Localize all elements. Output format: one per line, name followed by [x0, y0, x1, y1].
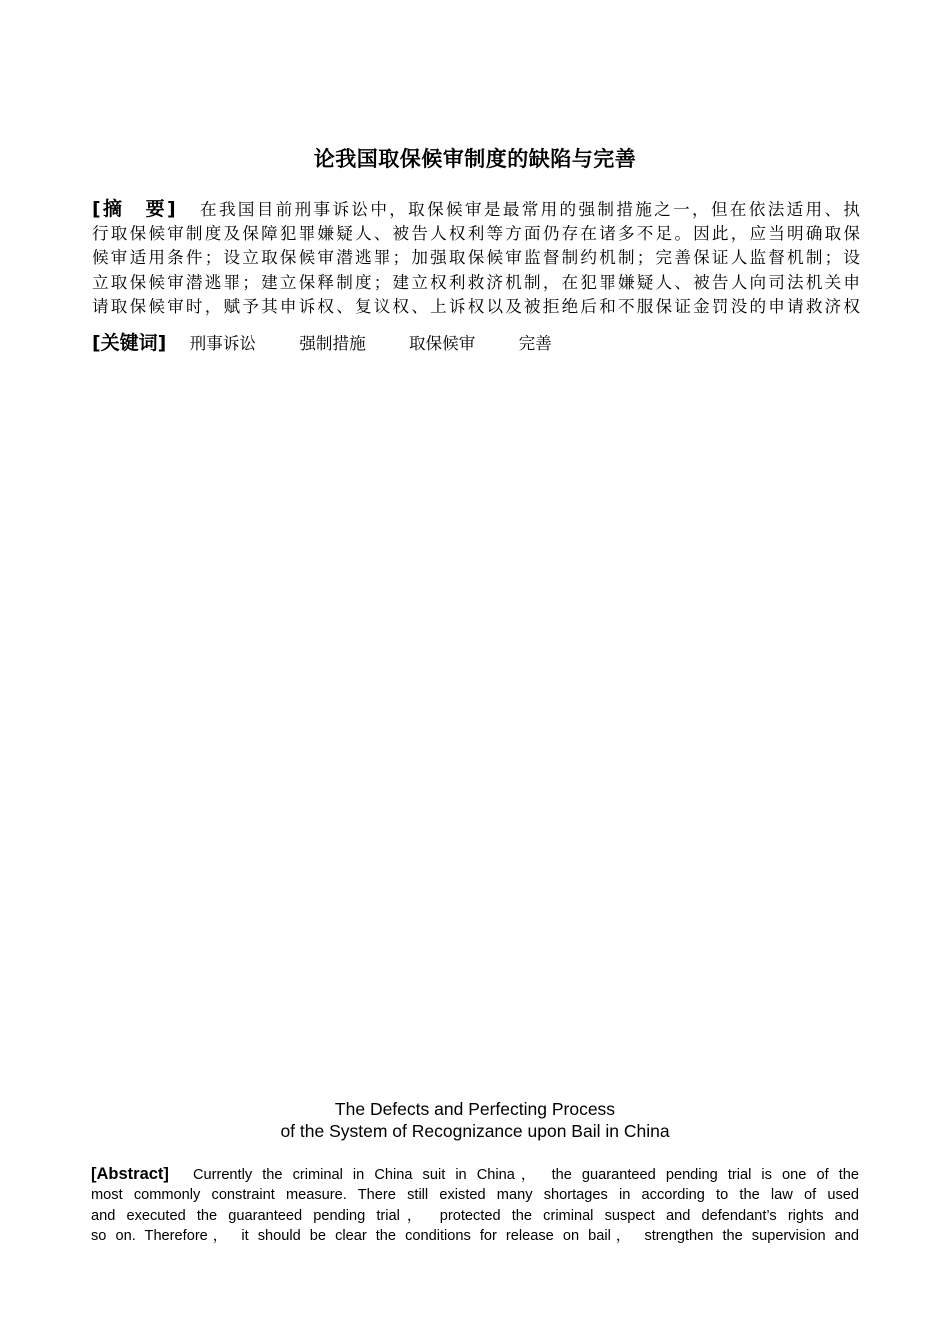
keyword: 完善	[518, 334, 552, 353]
abstract-label: [摘 要]	[92, 198, 176, 220]
abstract-line: 行取保候审制度及保障犯罪嫌疑人、被告人权利等方面仍存在诸多不足。因此，应当明确取保	[92, 224, 860, 244]
abstract-line	[91, 1164, 859, 1185]
abstract-line: 请取保候审时，赋予其申诉权、复议权、上诉权以及被拒绝后和不服保证金罚没的申请救济权	[92, 296, 860, 316]
abstract-line: most commonly constraint measure. There still existed many shortages in according to the law of used	[91, 1187, 859, 1204]
english-title-line: The Defects and Perfecting Process	[334, 1099, 616, 1119]
abstract-line-text: 在我国目前刑事诉讼中，取保候审是最常用的强制措施之一，但在依法适用、执	[197, 200, 860, 219]
abstract-line	[92, 197, 860, 222]
abstract-label: [Abstract]	[91, 1165, 169, 1183]
keywords-label: [关键词]	[92, 332, 167, 354]
abstract-line-text: Currently the criminal in China suit in China， the guaranteed pending trial is one of the	[192, 1167, 859, 1183]
chinese-abstract	[92, 197, 860, 319]
keyword: 强制措施	[299, 334, 366, 353]
abstract-line: 立取保候审潜逃罪；建立保释制度；建立权利救济机制，在犯罪嫌疑人、被告人向司法机关申	[92, 272, 860, 292]
abstract-line: and executed the guaranteed pending trial， protected the criminal suspect and defendant’s rights and	[91, 1207, 859, 1224]
english-title-line: of the System of Recognizance upon Bail in China	[280, 1121, 670, 1141]
abstract-line: so on. Therefore， it should be clear the conditions for release on bail， strengthen the supervision and	[91, 1227, 859, 1244]
chinese-keywords	[92, 330, 860, 357]
english-abstract	[91, 1164, 859, 1246]
english-title	[0, 1098, 950, 1142]
keyword: 取保候审	[408, 334, 476, 353]
keyword: 刑事诉讼	[189, 334, 257, 353]
abstract-line: 候审适用条件；设立取保候审潜逃罪；加强取保候审监督制约机制；完善保证人监督机制；设	[92, 248, 860, 268]
chinese-title: 论我国取保候审制度的缺陷与完善	[313, 147, 637, 171]
